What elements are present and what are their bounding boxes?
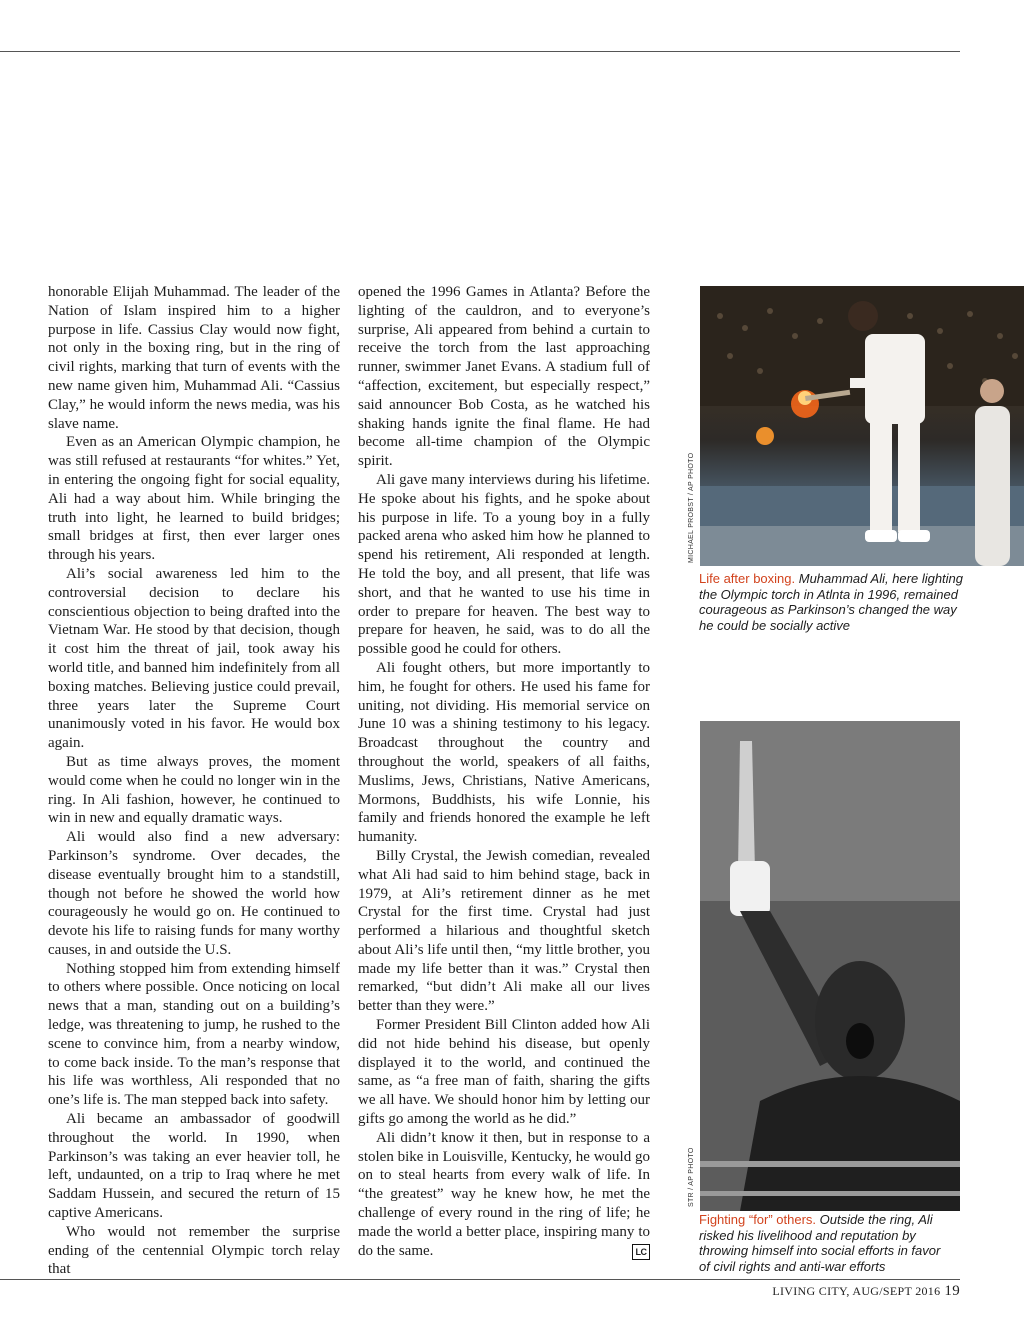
article-column-2	[358, 283, 650, 1260]
caption-lead: Fighting “for” others.	[699, 1212, 817, 1227]
paragraph: opened the 1996 Games in Atlanta? Before the lighting of the cauldron, and to everyone’s surprise, Ali appeared from behind a curtain to receive the torch from the last approaching runner, swimmer Janet Evans. A stadium full of “affection, excitement, but especially respect,” said announcer Bob Costa, as he watched his shaking hands ignite the final flame. He had become all-time champion of the Olympic spirit.	[358, 284, 650, 470]
paragraph: Nothing stopped him from extending himself to others where possible. Once noticing on local news that a man, standing out on a building’s ledge, was threatening to jump, he rushed to the scene to convince him, from a nearby window, to come back inside. To the man’s response that his life was worthless, Ali responded that no one’s life is. The man stepped back into safety.	[48, 960, 340, 1109]
paragraph: Ali would also find a new adversary: Parkinson’s syndrome. Over decades, the disease eventually brought him to a standstill, though not before he showed the world how courageously he would go on. He continued to devote his life to raising funds for many worthy causes, in and outside the U.S.	[48, 829, 340, 958]
paragraph: Ali gave many interviews during his lifetime. He spoke about his fights, and he spoke about his purpose in life. To a young boy in a fully packed arena who asked him how he planned to spend his retirement, Ali responded at length. He told the boy, and all present, that life was short, and that he wanted to use his time in order to prepare for heaven. The best way to prepare for heaven, he said, was to do all the possible good he could for others.	[358, 471, 650, 658]
photo-credit: MICHAEL PROBST / AP PHOTO	[688, 452, 695, 563]
end-mark-logo: LC	[632, 1244, 650, 1260]
photo-ali-fist-raised-illustration	[700, 721, 960, 1211]
paragraph: Even as an American Olympic champion, he was still refused at restaurants “for whites.” Yet, in entering the ongoing fight for social equality, Ali had a way about him. While bringing the truth into light, he learned to build bridges; small bridges at first, then ever larger ones through his years.	[48, 434, 340, 564]
photo-caption	[699, 571, 969, 633]
bottom-rule	[0, 1279, 960, 1280]
article-column-1	[48, 283, 340, 1279]
paragraph: Former President Bill Clinton added how Ali did not hide behind his disease, but openly displayed it to the world, and continued the same, as “a free man of faith, sharing the gifts we all have. We should honor him by letting our gifts go among the world as he did.”	[358, 1017, 650, 1128]
top-rule	[0, 51, 960, 52]
page-number: 19	[944, 1283, 960, 1299]
paragraph: Ali fought others, but more importantly to him, he fought for others. He used his fame for uniting, not dividing. His memorial service on June 10 was a shining testimony to his legacy. Broadcast throughout the country and throughout the world, speakers of all faiths, Muslims, Jews, Christians, Native Americans, Mormons, Buddhists, his wife Lonnie, his family and friends honored the example he left humanity.	[358, 659, 650, 846]
photo-ali-fist-raised	[700, 721, 960, 1211]
photo-olympic-torch	[700, 286, 1024, 566]
paragraph: Ali’s social awareness led him to the controversial decision to declare his conscientious objection to being drafted into the Vietnam War. He stood by that decision, though it cost him the threat of jail, took away his world title, and banned him indefinitely from all boxing matches. Believing justice could prevail, three years later the Supreme Court unanimously voted in his favor. He would box again.	[48, 565, 340, 752]
paragraph: Billy Crystal, the Jewish comedian, revealed what Ali had said to him behind stage, back in 1979, at Ali’s retirement dinner as he met Crystal for the first time. Crystal had just performed a hilarious and thoughtful sketch about Ali’s life until then, “my little brother, you made my life better than it was.” Crystal then remarked, “but didn’t Ali make all our lives better than they were.”	[358, 847, 650, 1015]
photo-olympic-torch-illustration	[700, 286, 1024, 566]
paragraph: Ali became an ambassador of goodwill throughout the world. In 1990, when Parkinson’s was taking an ever heavier toll, he left, undaunted, on a trip to Iraq where he met Saddam Hussein, and secured the return of 15 captive Americans.	[48, 1111, 340, 1222]
photo-credit: STR / AP PHOTO	[688, 1147, 695, 1207]
caption-body: Outside the ring, Ali risked his livelihood and reputation by throwing himself into social efforts in favor of civil rights and anti-war efforts	[699, 1212, 941, 1274]
caption-lead: Life after boxing.	[699, 571, 796, 586]
paragraph: honorable Elijah Muhammad. The leader of the Nation of Islam inspired him to a higher purpose in life. Cassius Clay would now fight, not only in the boxing ring, but in the ring of civil rights, marking that turn of events with the new name given him, Muhammad Ali. “Cassius Clay,” he would inform the news media, was his slave name.	[48, 284, 340, 432]
paragraph: But as time always proves, the moment would come when he could no longer win in the ring. In Ali fashion, however, he continued to win in new and equally dramatic ways.	[48, 753, 340, 827]
publication-name: LIVING CITY, AUG/SEPT 2016	[772, 1284, 941, 1298]
page-footer	[772, 1283, 960, 1300]
caption-body: Muhammad Ali, here lighting the Olympic torch in Atlnta in 1996, remained courageous as Parkinson’s changed the way he could be socially active	[699, 571, 964, 633]
paragraph: Ali didn’t know it then, but in response to a stolen bike in Louisville, Kentucky, he would go on to steal hearts from every walk of life. In “the greatest” way he knew how, he met the challenge of every round in the ring of life; he made the world a better place, inspiring many to do the same.	[358, 1129, 650, 1259]
photo-caption	[699, 1212, 949, 1274]
paragraph: Who would not remember the surprise ending of the centennial Olympic torch relay that	[48, 1223, 340, 1278]
